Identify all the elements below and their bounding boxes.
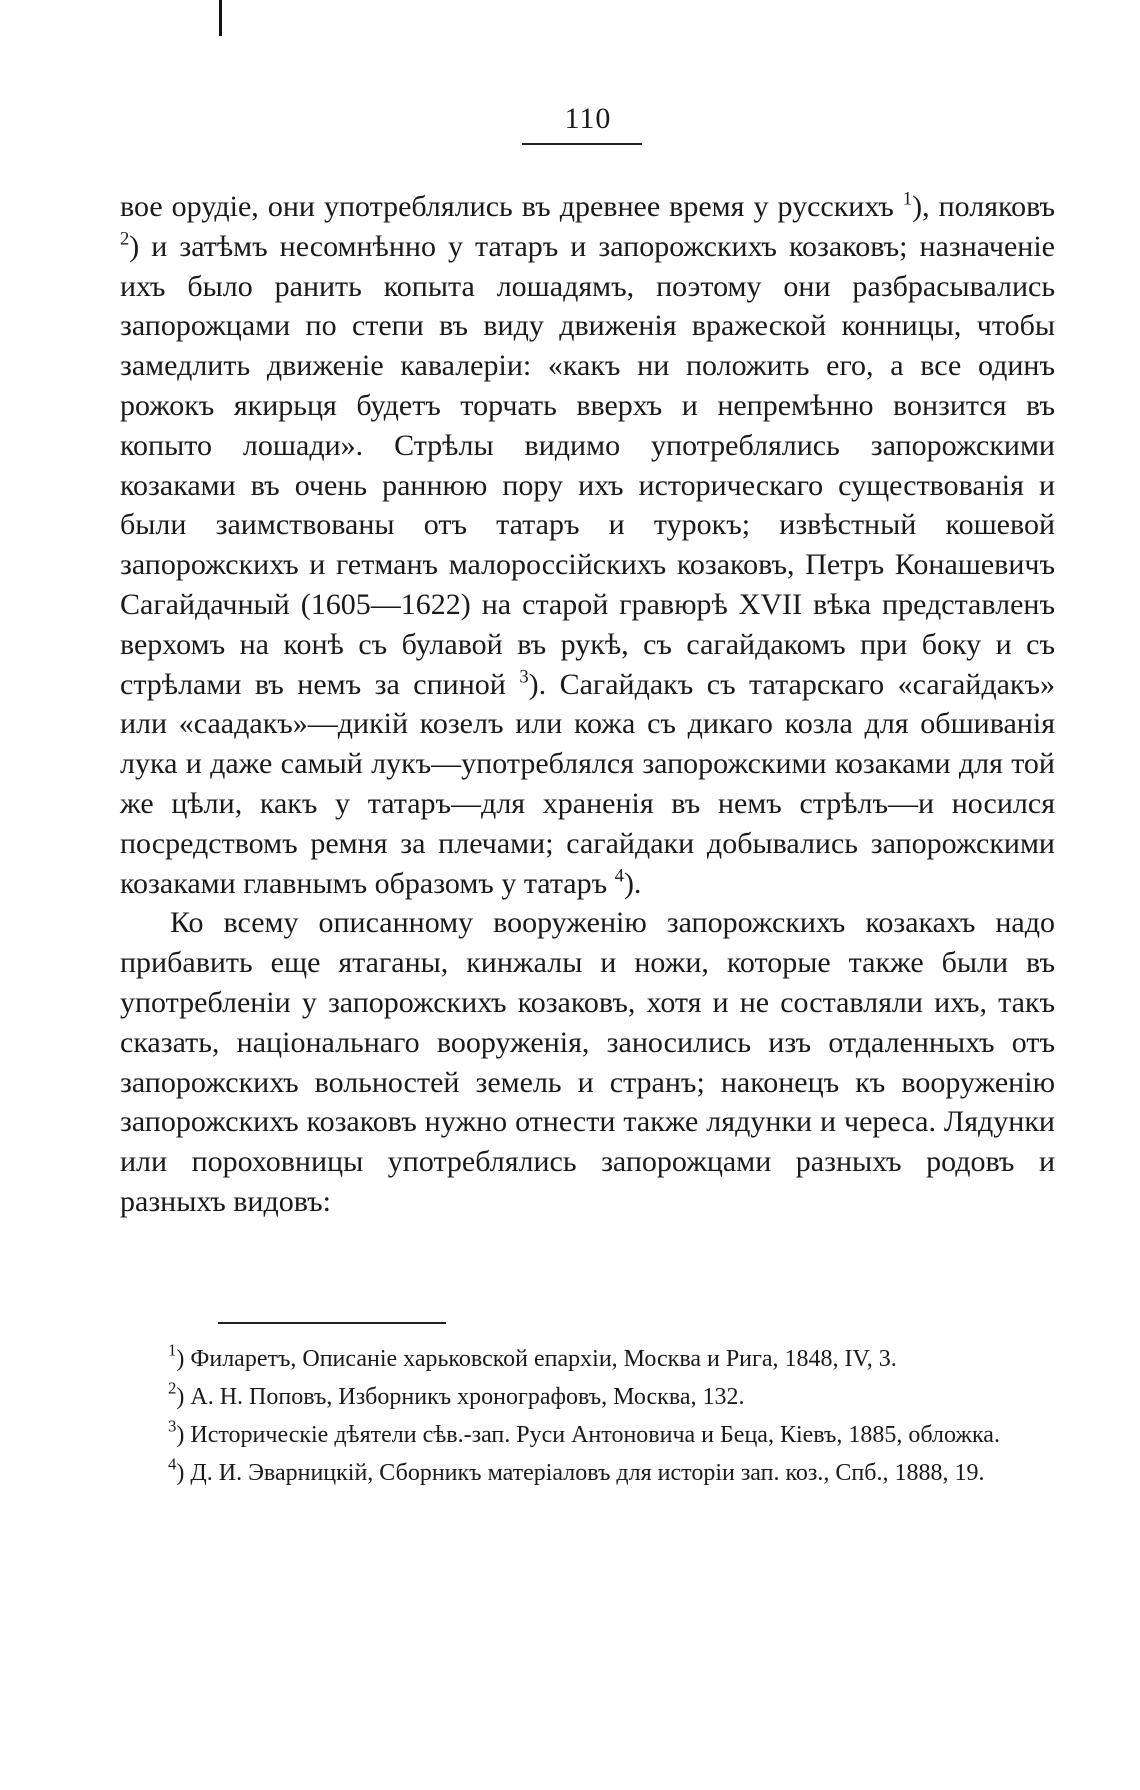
paragraph-1-part-4: ). Сагайдакъ съ татарскаго «сагайдакъ» или «саадакъ»—дикій козелъ или кожа съ дикаго козла для обшиванія лука и даже самый лукъ—употреблялся запорожскими козаками для той же цѣли, какъ у татаръ—для храненія въ немъ стрѣлъ—и носился посредствомъ ремня за плечами; сагайдаки добывались запорожскими козаками главнымъ образомъ у татаръ — [120, 667, 1055, 900]
footnote-ref-1: 1 — [902, 188, 913, 210]
page-number-rule — [522, 143, 642, 145]
footnote-4 — [120, 1456, 1055, 1490]
scan-edge-mark — [219, 0, 222, 36]
paragraph-1 — [120, 187, 1055, 903]
footnote-1 — [120, 1342, 1055, 1376]
paragraph-1-part-3: ) и затѣмъ несомнѣнно у татаръ и запорожскихъ козаковъ; назначеніе ихъ было ранить копыта лошадямъ, поэтому они разбрасывались запорожцами по степи въ виду движенія вражеской конницы, чтобы замедлить движеніе кавалеріи: «какъ ни положить его, а все одинъ рожокъ якирьця будетъ торчать вверхъ и непремѣнно вонзится въ копыто лошади». Стрѣлы видимо употреблялись запорожскими козаками въ очень раннюю пору ихъ историческаго существованія и были заимствованы отъ татаръ и турокъ; извѣстный кошевой запорожскихъ и гетманъ малороссійскихъ козаковъ, Петръ Конашевичъ Сагайдачный (1605—1622) на старой гравюрѣ XVII вѣка представленъ верхомъ на конѣ съ булавой въ рукѣ, съ сагайдакомъ при боку и съ стрѣлами въ немъ за спиной — [120, 229, 1055, 701]
footnote-ref-2: 2 — [120, 228, 130, 250]
footnote-text-2: ) А. Н. Поповъ, Изборникъ хронографовъ, Москва, 132. — [176, 1384, 745, 1410]
footnote-mark-4: 4 — [168, 1454, 177, 1474]
footnote-separator — [218, 1322, 446, 1324]
footnote-2 — [120, 1380, 1055, 1414]
paragraph-1-part-2: ), поляковъ — [912, 190, 1056, 223]
paragraph-1-part-5: ). — [623, 866, 642, 900]
footnote-ref-4: 4 — [614, 865, 624, 887]
page-number: 110 — [564, 102, 612, 135]
footnote-mark-1: 1 — [168, 1340, 177, 1360]
footnote-ref-3: 3 — [519, 666, 529, 688]
footnote-mark-2: 2 — [168, 1378, 177, 1398]
footnotes — [120, 1342, 1055, 1494]
footnote-mark-3: 3 — [168, 1416, 177, 1436]
footnote-text-1: ) Филаретъ, Описаніе харьковской епархіи, Москва и Рига, 1848, IV, 3. — [176, 1346, 897, 1372]
paragraph-2: Ко всему описанному вооруженію запорожскихъ козакахъ надо прибавить еще ятаганы, кинжалы и ножи, которые также были въ употребленіи у запорожскихъ козаковъ, хотя и не составляли ихъ, такъ сказать, національнаго вооруженія, заносились изъ отдаленныхъ отъ запорожскихъ вольностей земель и странъ; наконецъ къ вооруженію запорожскихъ козаковъ нужно отнести также лядунки и череса. Лядунки или пороховницы употреблялись запорожцами разныхъ родовъ и разныхъ видовъ: — [120, 906, 1055, 1218]
body-text — [120, 187, 1055, 1222]
footnote-text-4: ) Д. И. Эварницкій, Сборникъ матеріаловъ для исторіи зап. коз., Спб., 1888, 19. — [176, 1460, 985, 1486]
footnote-3 — [120, 1418, 1055, 1452]
paragraph-1-part-1: вое орудіе, они употреблялись въ древнее время у русскихъ — [120, 190, 903, 223]
footnote-text-3: ) Историческіе дѣятели сѣв.-зап. Руси Антоновича и Беца, Кіевъ, 1885, обложка. — [176, 1422, 1000, 1448]
